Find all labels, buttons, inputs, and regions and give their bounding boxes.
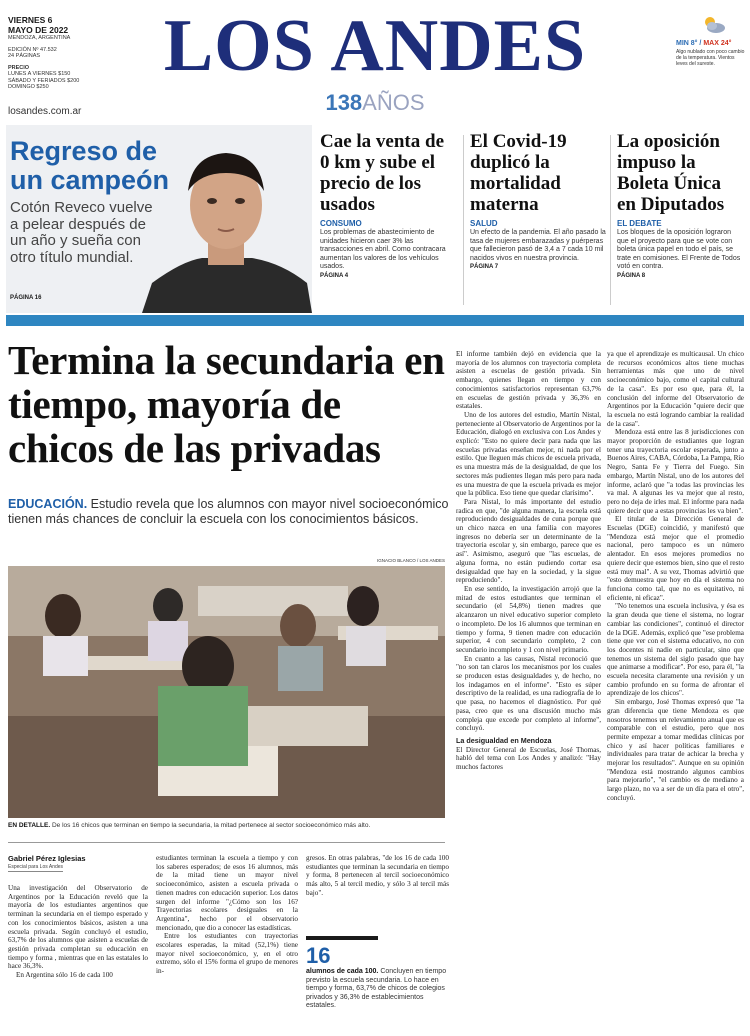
- teaser-category: EL DEBATE: [617, 219, 662, 228]
- main-headline[interactable]: Termina la secundaria en tiempo, mayoría de chicos de las privadas: [8, 337, 445, 471]
- weather-temps: [676, 40, 746, 47]
- teaser-page: PÁGINA 8: [617, 272, 646, 279]
- body-paragraph: El titular de la Dirección General de Escuelas (DGE) coincidió, y manifestó que "Mendoza está mejor que el promedio nacional, pero tampoco es un número alentador. En esos mejores promedios no quiere decir que estemos bien, sino que el resto está muy mal". A su vez, Thomas advirtió que "esto demuestra que hoy en día el sistema no funciona como tal, que no es equitativo, ni eficiente, ni eficaz".: [607, 515, 744, 602]
- stat-rule: [306, 936, 378, 940]
- main-deck: [8, 497, 453, 527]
- body-paragraph: estudiantes terminan la escuela a tiempo y con los saberes esperados; de esos 16 alumnos, más de la mitad tiene un mayor nivel socioeconómico, asisten a escuela privada o tienen madres con educación superior. Los datos surgen del informe "¿Cómo son los 16? Trayectorias escolares desiguales en la Argentina", hecho por el observatorio mencionado, que dio a conocer las estadísticas.: [156, 854, 298, 932]
- price-saturday: SÁBADO Y FERIADOS $200: [8, 77, 80, 84]
- price-sunday: DOMINGO $250: [8, 84, 49, 90]
- teaser-text: Los bloques de la oposición lograron que el proyecto para que se vote con boleta única papel en todo el país, se trate en comisiones. El Frente de Todos votó en contra.: [617, 229, 741, 271]
- body-paragraph: gresos. En otras palabras, "de los 16 de cada 100 estudiantes que terminan la secundaria en tiempo y forma, 8 pertenecen al tercil socioeconómico más alto, 5 al tercil medio, y sólo 3 al tercil más bajo".: [306, 854, 449, 897]
- anniversary-badge: [310, 90, 440, 116]
- edition-number: EDICIÓN Nº 47.532: [8, 46, 57, 53]
- teaser-text: Los problemas de abastecimiento de unidades hicieron caer 3% las transacciones en abril. Como contracara aumentan los valores de los vehículos usados.: [320, 229, 446, 271]
- body-paragraph: El Director General de Escuelas, José Thomas, habló del tema con Los Andes y analizó: "Hay muchos factores: [456, 745, 601, 772]
- body-column-3: [306, 854, 449, 934]
- body-paragraph: El informe también dejó en evidencia que la mayoría de los alumnos con trayectoria completa asisten a escuelas de gestión privada. Sin embargo, quienes llegan en tiempo y con conocimientos satisfactorios representan 63,7% en escuelas de gestión privada y 36,3% en estatales.: [456, 350, 601, 411]
- caption-text: De los 16 chicos que terminan en tiempo la secundaria, la mitad pertenece al sector socioeconómico más alto.: [51, 822, 371, 829]
- stat-body: Concluyen en tiempo previsto la escuela secundaria. Lo hace en tiempo y forma, 63,7% de chicos de colegios privados y 36,3% de establecimientos estatales.: [306, 968, 447, 1010]
- body-paragraph: "No tenemos una escuela inclusiva, y ésa es la gran deuda que tiene el sistema, no lograr cambiar las condiciones", continuó el director de la DGE. Además, explicó que "ese problema tiene que ver con el sistema educativo, no con los docentes ni nadie en particular, sino que tenemos un sistema del siglo pasado que hay que animarse a modificar". Por eso, para él, "la escuela necesita claramente una revisión y un cambio profundo en su forma de afrontar el aprendizaje de los chicos".: [607, 602, 744, 698]
- photo-caption: [8, 822, 445, 830]
- body-paragraph: En ese sentido, la investigación arrojó que la mitad de estos estudiantes que terminan el secundario (el 54,8%) tienen madres que alcanzaron un nivel educativo superior completo o incompleto. De los 16 alumnos que terminan en tiempo y forma, 9 tienen madre con educación superior, 4 con secundario completo, 2 con secundario incompleto y 1 con nivel primario.: [456, 584, 601, 654]
- top-teasers: [6, 125, 744, 313]
- teaser-salud[interactable]: [470, 131, 608, 311]
- weather-min: MIN 8° /: [676, 40, 702, 47]
- teaser-consumo[interactable]: [320, 131, 458, 311]
- teaser-headline: El Covid-19 duplicó la mortalidad materna: [470, 131, 567, 215]
- weather-max: MAX 24°: [703, 40, 732, 47]
- body-column-4: [456, 350, 601, 1034]
- price-label: PRECIO: [8, 64, 30, 71]
- boxer-photo: [142, 143, 312, 313]
- anniversary-word: AÑOS: [362, 90, 425, 115]
- weather-block: [676, 40, 746, 67]
- body-paragraph: Mendoza está entre las 8 jurisdicciones con mayor proporción de estudiantes que logran tener una trayectoria escolar esperada, junto a Buenos Aires, CABA, Córdoba, La Pampa, Río Negro, Santa Fe y Tierra del Fuego. Sin embargo, Martín Nistal, uno de los autores del informe, aclaró que "a todas las provincias les va mal. A algunas les va mejor que al resto, pero no deja de irles mal. El informe para nada quiere decir que a estas provincias les va bien".: [607, 428, 744, 515]
- date-day: VIERNES 6: [8, 15, 53, 25]
- deck-text: Estudio revela que los alumnos con mayor nivel socioeconómico tienen más chances de concluir la escuela con los conocimientos básicos.: [8, 497, 449, 526]
- lead-teaser[interactable]: [6, 125, 312, 313]
- divider: [610, 135, 611, 305]
- teaser-category: SALUD: [470, 219, 498, 228]
- date-place: MENDOZA, ARGENTINA: [8, 35, 71, 41]
- stat-label: alumnos de cada 100.: [306, 968, 379, 975]
- cloud-sun-icon: [701, 14, 727, 36]
- weather-description: Algo nublado con poco cambio de la temperatura. Vientos leves del sureste.: [676, 49, 745, 67]
- date-month: MAYO DE 2022: [8, 24, 69, 35]
- body-paragraph: En cuanto a las causas, Nistal reconoció que "no son tan claros los mecanismos por los cuales se producen estas desigualdades y, de hecho, no los indagamos en el informe". "Esto es súper descriptivo de la realidad, es una radiografía de lo que pasa, no hacemos el diagnóstico. Por qué pasa, creo que es una discusión mucho más compleja que excede por completo al informe", concluyó.: [456, 654, 601, 733]
- teaser-debate[interactable]: [617, 131, 744, 311]
- body-paragraph: Entre los estudiantes con trayectorias escolares esperadas, la mitad (52,1%) tiene mayor nivel socioeconómico, y, en el otro extremo, sólo el 15% forma el grupo de menores in-: [156, 932, 298, 976]
- lead-teaser-summary: Cotón Reveco vuelve a pelear después de un año y sueña con otro título mundial.: [10, 199, 153, 266]
- body-paragraph: Sin embargo, José Thomas expresó que "la gran diferencia que tiene Mendoza es que nosotros tenemos un relevamiento anual que es comparable con el estudio, pero que nos permite empezar a tomar medidas clínicas por chico y así hacer políticas familiares e individuales para tratar de achicar la brecha y mejorar los resultados". Aunque en su opinión "Mendoza está mostrando algunos cambios para mejorarlo", "el cambio es de mediano a largo plazo, no va a ser de un día para el otro", concluyó.: [607, 698, 744, 802]
- body-paragraph: Para Nistal, lo más importante del estudio radica en que, "de alguna manera, la escuela está reproduciendo desigualdades de cuna porque que un chico nazca en una familia con mayores ingresos no debería ser un determinante de la trayectoria escolar y, sin embargo, parece que es así". Asimismo, aseguró que "las escuelas, de alguna forma, no están pudiendo cortar esa desigualdad que hay en la sociedad, y la sigue reproduciendo".: [456, 497, 601, 585]
- date-block: [8, 16, 108, 91]
- lead-teaser-page: PÁGINA 16: [10, 295, 42, 301]
- body-paragraph: Uno de los autores del estudio, Martín Nistal, perteneciente al Observatorio de Argentinos por la Educación, dialogó en exclusiva con Los Andes y explicó: "Esto no quiere decir para nada que las escuelas privadas enseñan mejor, ni nada por el estilo. Que lleguen más chicos de escuela privada, es una muestra más de la desigualdad, de que los sectores más pudientes llegan más pero para nada es una muestra de que la escuela privada es mejor que la pública. Eso tiene que quedar clarísimo".: [456, 410, 601, 498]
- caption-label: EN DETALLE.: [8, 822, 51, 829]
- newspaper-logo[interactable]: LOS ANDES: [163, 5, 587, 87]
- price-weekday: LUNES A VIERNES $150: [8, 71, 71, 77]
- masthead: [0, 0, 750, 120]
- anniversary-number: 138: [325, 90, 363, 115]
- byline: Gabriel Pérez Iglesias: [8, 854, 86, 863]
- body-paragraph: Una investigación del Observatorio de Argentinos por la Educación reveló que la mayoría de los estudiantes argentinos que terminan la secundaria en el tiempo esperado y con los conocimientos básicos, asisten a una escuela privada. Según concluyó el estudio, 63,7% de los alumnos que asisten a escuelas de gestión privada completan su educación en tiempo y forma , mientras que en las estatales lo hace 36,3%.: [8, 884, 148, 971]
- deck-label: EDUCACIÓN.: [8, 497, 88, 511]
- stat-number: 16: [306, 943, 331, 968]
- body-column-1: [8, 884, 148, 1034]
- teaser-category: CONSUMO: [320, 219, 362, 228]
- divider: [8, 842, 445, 843]
- teaser-headline: Cae la venta de 0 km y sube el precio de los usados: [320, 131, 445, 215]
- teaser-page: PÁGINA 4: [320, 272, 349, 279]
- body-paragraph: En Argentina sólo 16 de cada 100: [16, 971, 113, 980]
- teaser-headline: La oposición impuso la Boleta Única en Diputados: [617, 131, 725, 215]
- lead-teaser-headline: Regreso de un campeón: [10, 136, 170, 195]
- photo-credit: IGNACIO BLANCO / LOS ANDES: [376, 558, 445, 563]
- body-paragraph: ya que el aprendizaje es multicausal. Un chico de recursos económicos altos tiene muchas herramientas más que uno de nivel socioeconómico bajo, como el capital cultural de la casa". Es por eso que, para él, la conclusión del informe del Observatorio de Argentinos por la Educación "quiere decir que la escuela no está logrando cambiar la realidad de la casa".: [607, 350, 744, 428]
- classroom-photo: [8, 566, 445, 818]
- subheading: La desigualdad en Mendoza: [456, 735, 552, 745]
- body-column-5: [607, 350, 744, 1034]
- section-bar: [6, 315, 744, 326]
- teaser-page: PÁGINA 7: [470, 264, 499, 271]
- site-url[interactable]: losandes.com.ar: [8, 106, 82, 117]
- page-count: 24 PÁGINAS: [8, 53, 41, 59]
- stat-box: [306, 936, 451, 1011]
- byline-affiliation: Especial para Los Andes: [8, 864, 64, 870]
- divider: [463, 135, 464, 305]
- body-column-2: [156, 854, 298, 1034]
- teaser-text: Un efecto de la pandemia. El año pasado la tasa de mujeres embarazadas y puérperas que fallecieron pasó de 3,4 a 7 cada 10 mil nacidos vivos en nuestra provincia.: [470, 229, 606, 262]
- stat-text: [306, 968, 451, 1011]
